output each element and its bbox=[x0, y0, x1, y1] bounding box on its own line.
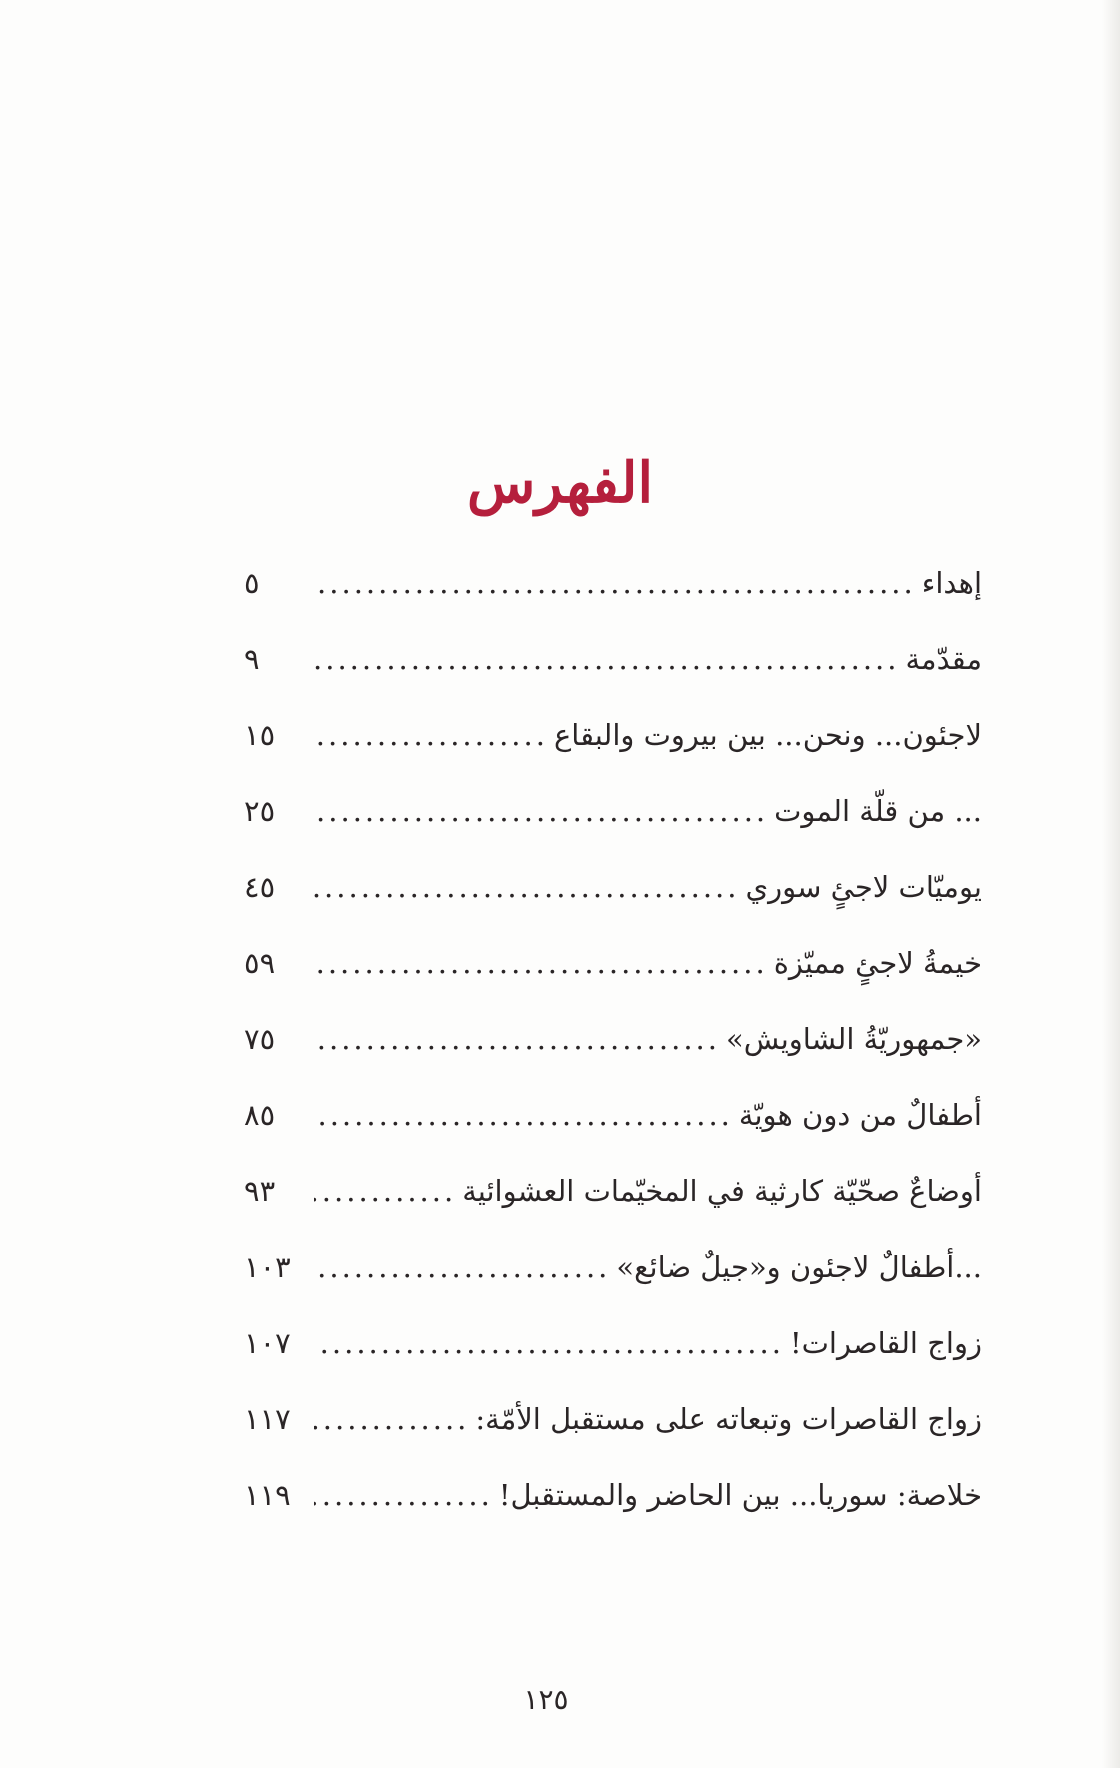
toc-entry-page: ٩٣ bbox=[244, 1174, 276, 1208]
toc-entry-title: ... من قلّة الموت bbox=[774, 794, 982, 828]
toc-entry bbox=[244, 1153, 982, 1229]
toc-entry-title: خلاصة: سوريا... بين الحاضر والمستقبل! bbox=[498, 1478, 982, 1512]
toc-entry-page: ١٠٣ bbox=[244, 1250, 291, 1284]
page-number: ١٢٥ bbox=[523, 1683, 569, 1716]
toc-entry-page: ٥٩ bbox=[244, 946, 276, 980]
toc-entry-title: زواج القاصرات وتبعاته على مستقبل الأمّة: bbox=[475, 1402, 982, 1436]
toc-entry-page: ٢٥ bbox=[244, 794, 276, 828]
dot-leader bbox=[314, 849, 739, 925]
toc-entry bbox=[244, 925, 982, 1001]
dot-leader bbox=[314, 1229, 610, 1305]
dot-leader bbox=[314, 1305, 784, 1381]
toc-entry-page: ١٠٧ bbox=[244, 1326, 291, 1360]
toc-entry-title: «جمهوريّةُ الشاويش» bbox=[725, 1022, 982, 1056]
toc-entry-page: ١١٧ bbox=[244, 1402, 291, 1436]
toc-entry bbox=[244, 1457, 982, 1533]
dot-leader bbox=[314, 925, 768, 1001]
toc-entry-title: لاجئون... ونحن... بين بيروت والبقاع bbox=[553, 718, 982, 752]
dot-leader bbox=[314, 1457, 493, 1533]
toc-entry-page: ٨٥ bbox=[244, 1098, 276, 1132]
dot-leader bbox=[314, 621, 899, 697]
toc-entry-title: يوميّات لاجئٍ سوري bbox=[745, 870, 982, 904]
toc-entry-title: مقدّمة bbox=[905, 642, 982, 676]
dot-leader bbox=[314, 1153, 456, 1229]
toc-entry bbox=[244, 1381, 982, 1457]
toc-entry-page: ٧٥ bbox=[244, 1022, 276, 1056]
page-title: الفهرس bbox=[466, 449, 654, 516]
toc-entry-page: ١٥ bbox=[244, 718, 276, 752]
dot-leader bbox=[314, 1001, 720, 1077]
toc-entry bbox=[244, 697, 982, 773]
dot-leader bbox=[314, 545, 916, 621]
toc-entry bbox=[244, 1001, 982, 1077]
toc-entry-title: خيمةُ لاجئٍ مميّزة bbox=[773, 946, 982, 980]
toc-entry-title: زواج القاصرات! bbox=[789, 1326, 982, 1360]
page-edge-shadow bbox=[1102, 0, 1120, 1768]
toc-entry bbox=[244, 545, 982, 621]
toc-entry bbox=[244, 621, 982, 697]
table-of-contents bbox=[244, 545, 982, 1533]
toc-entry-page: ٤٥ bbox=[244, 870, 276, 904]
toc-entry-page: ٥ bbox=[244, 566, 260, 600]
toc-entry bbox=[244, 849, 982, 925]
toc-entry bbox=[244, 1077, 982, 1153]
dot-leader bbox=[314, 773, 768, 849]
toc-entry bbox=[244, 1305, 982, 1381]
dot-leader bbox=[314, 1381, 469, 1457]
dot-leader bbox=[314, 1077, 733, 1153]
toc-entry bbox=[244, 1229, 982, 1305]
toc-entry-page: ١١٩ bbox=[244, 1478, 291, 1512]
dot-leader bbox=[314, 697, 548, 773]
toc-entry-title: إهداء bbox=[921, 566, 982, 600]
toc-entry-title: أطفالٌ من دون هويّة bbox=[738, 1098, 982, 1132]
toc-entry bbox=[244, 773, 982, 849]
toc-entry-title: ...أطفالٌ لاجئون و«جيلٌ ضائع» bbox=[616, 1250, 982, 1284]
toc-entry-page: ٩ bbox=[244, 642, 260, 676]
toc-entry-title: أوضاعٌ صحّيّة كارثية في المخيّمات العشوائية bbox=[462, 1174, 982, 1208]
